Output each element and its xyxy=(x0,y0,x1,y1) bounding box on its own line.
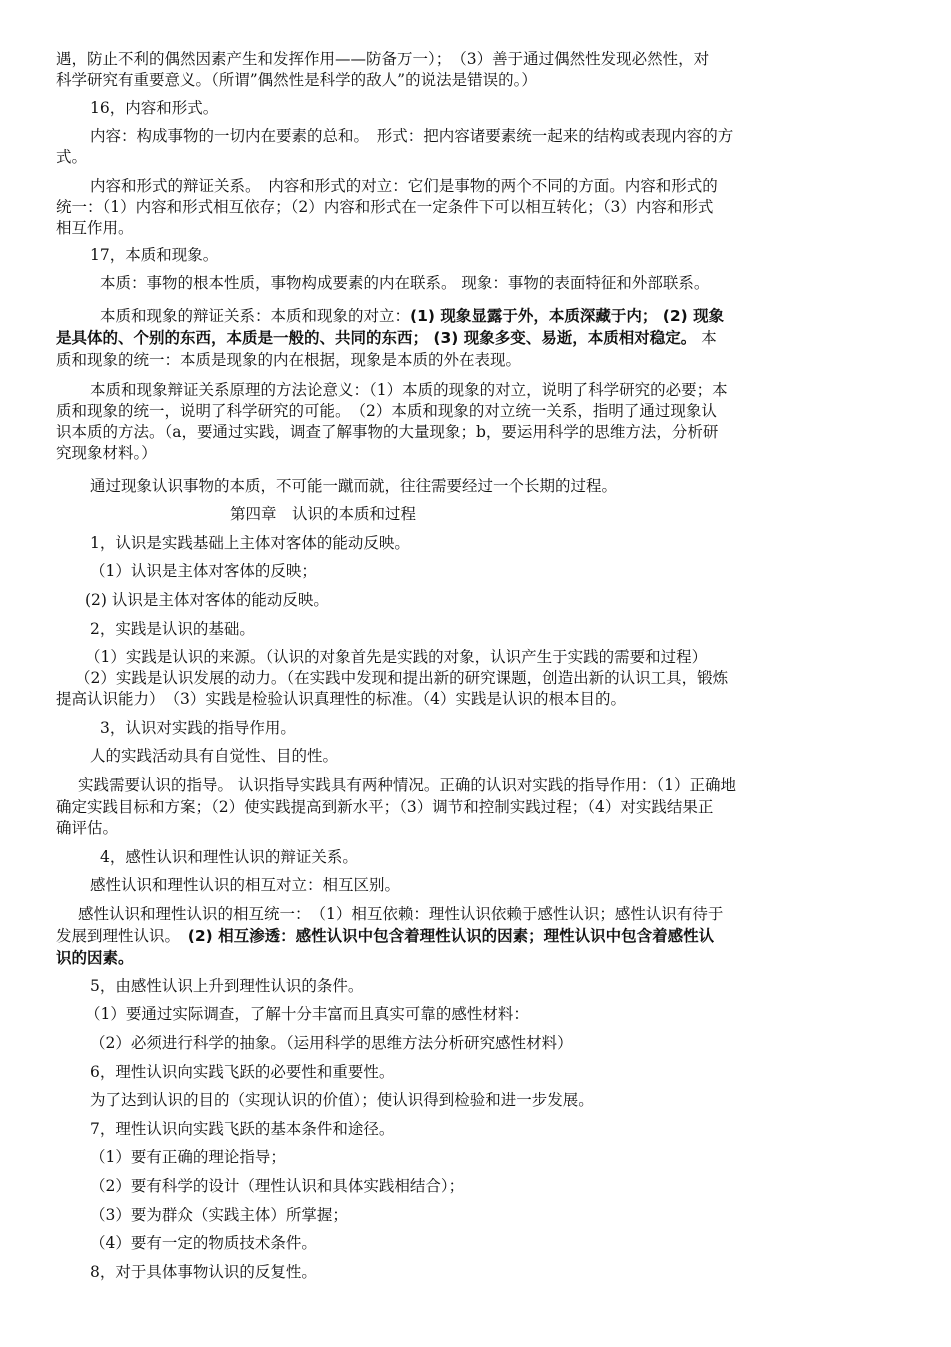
text-line: 内容和形式的辩证关系。 内容和形式的对立：它们是事物的两个不同的方面。内容和形式的 xyxy=(90,177,718,195)
text-line xyxy=(56,926,898,946)
text-line: （2）要有科学的设计（理性认识和具体实践相结合）； xyxy=(90,1177,465,1195)
section-heading: 4，感性认识和理性认识的辩证关系。 xyxy=(100,848,358,866)
chapter-title: 第四章 认识的本质和过程 xyxy=(230,505,417,523)
text-line: （3）要为群众（实践主体）所掌握； xyxy=(90,1206,348,1224)
text-line: （2）实践是认识发展的动力。（在实践中发现和提出新的研究课题，创造出新的认识工具，锻炼 xyxy=(75,669,729,687)
text-line: 提高认识能力） （3）实践是检验认识真理性的标准。（4）实践是认识的根本目的。 xyxy=(56,690,626,708)
text-line: （1）实践是认识的来源。（认识的对象首先是实践的对象，认识产生于实践的需要和过程） xyxy=(85,648,708,666)
text-line: 科学研究有重要意义。（所谓”偶然性是科学的敌人”的说法是错误的。） xyxy=(56,71,537,89)
text-line: 质和现象的统一，说明了科学研究的可能。 （2）本质和现象的对立统一关系，指明了通过现象认 xyxy=(56,402,717,420)
bold-text: (2) 相互渗透：感性认识中包含着理性认识的因素；理性认识中包含着感性认 xyxy=(187,927,715,945)
text-line: （4）要有一定的物质技术条件。 xyxy=(90,1234,317,1252)
text-line: 相互作用。 xyxy=(56,219,134,237)
text-line: 确定实践目标和方案；（2）使实践提高到新水平；（3）调节和控制实践过程；（4）对实践结果正 xyxy=(56,798,714,816)
text-line: 识本质的方法。（a，要通过实践，调查了解事物的大量现象；b，要运用科学的思维方法，分析研 xyxy=(56,423,719,441)
text-line: （1）要有正确的理论指导； xyxy=(90,1148,286,1166)
text-line xyxy=(100,306,942,326)
section-heading: 8，对于具体事物认识的反复性。 xyxy=(90,1263,317,1281)
text-line: (2) 认识是主体对客体的能动反映。 xyxy=(85,591,329,609)
section-heading: 2，实践是认识的基础。 xyxy=(90,620,255,638)
bold-text: (1) 现象显露于外，本质深藏于内； (2) 现象 xyxy=(410,307,725,325)
bold-text: 识的因素。 xyxy=(56,949,134,967)
text-line: 人的实践活动具有自觉性、目的性。 xyxy=(90,747,339,765)
text-segment: 本质和现象的辩证关系：本质和现象的对立： xyxy=(100,307,411,325)
text-line: 遇，防止不利的偶然因素产生和发挥作用——防备万一）； （3）善于通过偶然性发现必然性，对 xyxy=(56,50,710,68)
section-heading: 6，理性认识向实践飞跃的必要性和重要性。 xyxy=(90,1063,395,1081)
text-line: 为了达到认识的目的（实现认识的价值）；使认识得到检验和进一步发展。 xyxy=(90,1091,594,1109)
text-line: 确评估。 xyxy=(56,819,119,837)
section-heading: 17，本质和现象。 xyxy=(90,246,219,264)
section-heading: 16，内容和形式。 xyxy=(90,99,219,117)
text-segment: 发展到理性认识。 xyxy=(56,927,188,945)
text-line: 本质和现象辩证关系原理的方法论意义：（1）本质的现象的对立，说明了科学研究的必要；本 xyxy=(90,381,728,399)
text-line: （1）要通过实际调查，了解十分丰富而且真实可靠的感性材料： xyxy=(85,1005,529,1023)
section-heading: 5，由感性认识上升到理性认识的条件。 xyxy=(90,977,364,995)
text-line xyxy=(56,328,898,348)
text-line: 本质：事物的根本性质，事物构成要素的内在联系。 现象：事物的表面特征和外部联系。 xyxy=(100,274,710,292)
bold-text: 是具体的、个别的东西，本质是一般的、共同的东西； (3) 现象多变、易逝，本质相对稳定。 xyxy=(56,329,697,347)
text-line: 式。 xyxy=(56,148,88,166)
text-line xyxy=(56,948,898,968)
text-segment: 本 xyxy=(701,329,717,347)
text-line: 感性认识和理性认识的相互对立：相互区别。 xyxy=(90,876,401,894)
section-heading: 1，认识是实践基础上主体对客体的能动反映。 xyxy=(90,534,410,552)
text-line: 究现象材料。） xyxy=(56,444,157,462)
text-line: 统一：（1）内容和形式相互依存；（2）内容和形式在一定条件下可以相互转化；（3）内容和形式 xyxy=(56,198,714,216)
text-line: 通过现象认识事物的本质，不可能一蹴而就，往往需要经过一个长期的过程。 xyxy=(90,477,618,495)
text-line: 内容：构成事物的一切内在要素的总和。 形式：把内容诸要素统一起来的结构或表现内容的方 xyxy=(90,127,734,145)
section-heading: 3，认识对实践的指导作用。 xyxy=(100,719,296,737)
text-line: 质和现象的统一：本质是现象的内在根据，现象是本质的外在表现。 xyxy=(56,351,522,369)
text-line: （2）必须进行科学的抽象。（运用科学的思维方法分析研究感性材料） xyxy=(90,1034,573,1052)
section-heading: 7，理性认识向实践飞跃的基本条件和途径。 xyxy=(90,1120,395,1138)
text-line: （1）认识是主体对客体的反映； xyxy=(90,562,317,580)
text-line: 感性认识和理性认识的相互统一： （1）相互依赖：理性认识依赖于感性认识；感性认识有待于 xyxy=(78,905,724,923)
text-line: 实践需要认识的指导。 认识指导实践具有两种情况。正确的认识对实践的指导作用：（1）正确地 xyxy=(78,776,737,794)
